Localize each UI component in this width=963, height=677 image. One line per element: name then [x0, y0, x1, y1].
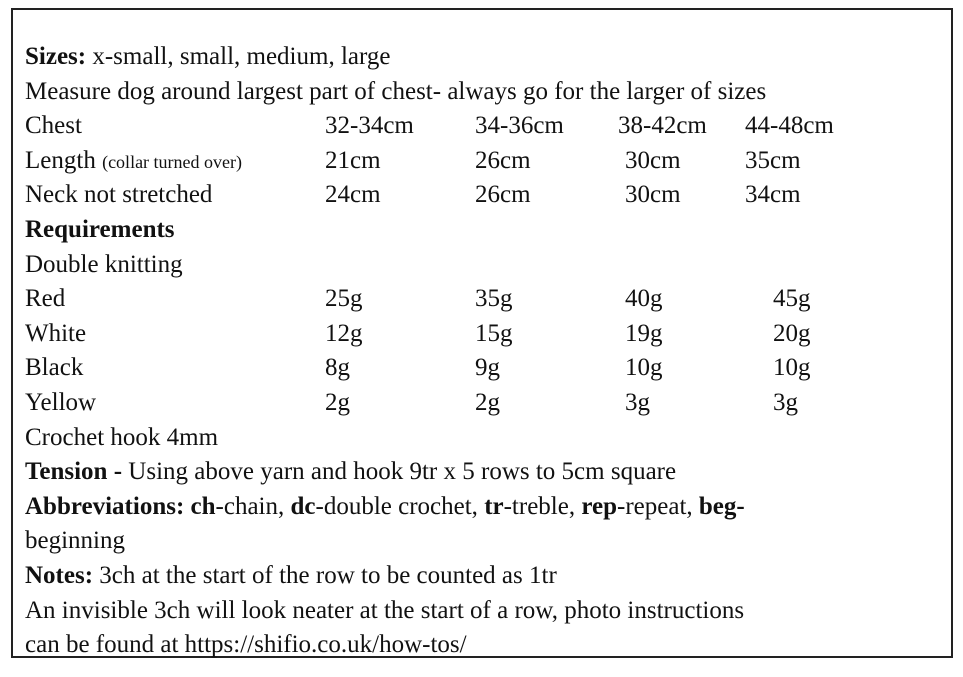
abbreviation-text: -chain,: [215, 492, 291, 520]
abbreviation-text: -: [736, 492, 745, 520]
link-line: can be found at https://shifio.co.uk/how-tos/: [25, 631, 467, 659]
color-weight: 25g: [325, 285, 363, 313]
color-row: [25, 282, 940, 317]
chest-value: 38-42cm: [618, 112, 707, 140]
neck-label: Neck not stretched: [25, 181, 213, 209]
length-value: 35cm: [745, 146, 801, 174]
abbreviation-text: -treble,: [503, 492, 582, 520]
length-note: (collar turned over): [102, 151, 243, 172]
color-weight: 19g: [625, 319, 663, 347]
measure-line: Measure dog around largest part of chest- always go for the larger of sizes: [25, 77, 767, 105]
length-label: Length: [25, 146, 103, 174]
pattern-info: [25, 40, 940, 663]
document-frame: [11, 8, 953, 658]
length-value: 26cm: [475, 146, 531, 174]
color-weight: 2g: [475, 388, 500, 416]
abbreviation-text: -double crochet,: [315, 492, 485, 520]
requirements-heading: Requirements: [25, 215, 175, 243]
chest-label: Chest: [25, 112, 82, 140]
color-weight: 3g: [625, 388, 650, 416]
neck-row: [25, 178, 940, 213]
neck-value: 24cm: [325, 181, 381, 209]
abbreviations-continuation: beginning: [25, 527, 125, 555]
color-weight: 8g: [325, 354, 350, 382]
color-row: [25, 386, 940, 421]
abbreviation-text: -repeat,: [617, 492, 699, 520]
length-value: 30cm: [625, 146, 681, 174]
sizes-text: x-small, small, medium, large: [86, 43, 391, 70]
color-weight: 10g: [625, 354, 663, 382]
length-row: [25, 144, 940, 179]
notes-line: [25, 559, 940, 594]
color-weight: 12g: [325, 319, 363, 347]
color-weight: 15g: [475, 319, 513, 347]
abbreviation-key: beg: [698, 492, 737, 520]
color-weight: 2g: [325, 388, 350, 416]
hook-line: Crochet hook 4mm: [25, 423, 219, 451]
abbreviation-key: ch: [190, 492, 216, 520]
color-weight: 3g: [773, 388, 798, 416]
color-weight: 10g: [773, 354, 811, 382]
color-weight: 20g: [773, 319, 811, 347]
sizes-line: [25, 40, 940, 75]
tension-line: [25, 455, 940, 490]
color-row: [25, 351, 940, 386]
color-row: [25, 317, 940, 352]
tension-label: Tension -: [25, 458, 123, 486]
color-label: Red: [25, 285, 66, 313]
chest-value: 32-34cm: [325, 112, 414, 140]
color-label: White: [25, 319, 87, 347]
chest-row: [25, 109, 940, 144]
invisible-chain-line: An invisible 3ch will look neater at the start of a row, photo instructions: [25, 596, 745, 624]
yarn-type: Double knitting: [25, 250, 183, 278]
color-weight: 40g: [625, 285, 663, 313]
abbreviations-label: Abbreviations:: [25, 492, 185, 520]
color-weight: 35g: [475, 285, 513, 313]
abbreviation-key: rep: [581, 492, 617, 520]
abbreviations-line: [25, 490, 940, 525]
abbreviation-key: tr: [484, 492, 504, 520]
notes-label: Notes:: [25, 561, 94, 589]
color-weight: 9g: [475, 354, 500, 382]
color-label: Yellow: [25, 388, 97, 416]
chest-value: 34-36cm: [475, 112, 564, 140]
length-value: 21cm: [325, 146, 381, 174]
tension-text: Using above yarn and hook 9tr x 5 rows to 5cm square: [122, 458, 677, 486]
sizes-label: Sizes:: [25, 43, 87, 70]
chest-value: 44-48cm: [745, 112, 834, 140]
color-label: Black: [25, 354, 84, 382]
neck-value: 34cm: [745, 181, 801, 209]
neck-value: 30cm: [625, 181, 681, 209]
notes-text: 3ch at the start of the row to be counted as 1tr: [93, 561, 557, 589]
neck-value: 26cm: [475, 181, 531, 209]
color-weight: 45g: [773, 285, 811, 313]
abbreviation-key: dc: [290, 492, 316, 520]
